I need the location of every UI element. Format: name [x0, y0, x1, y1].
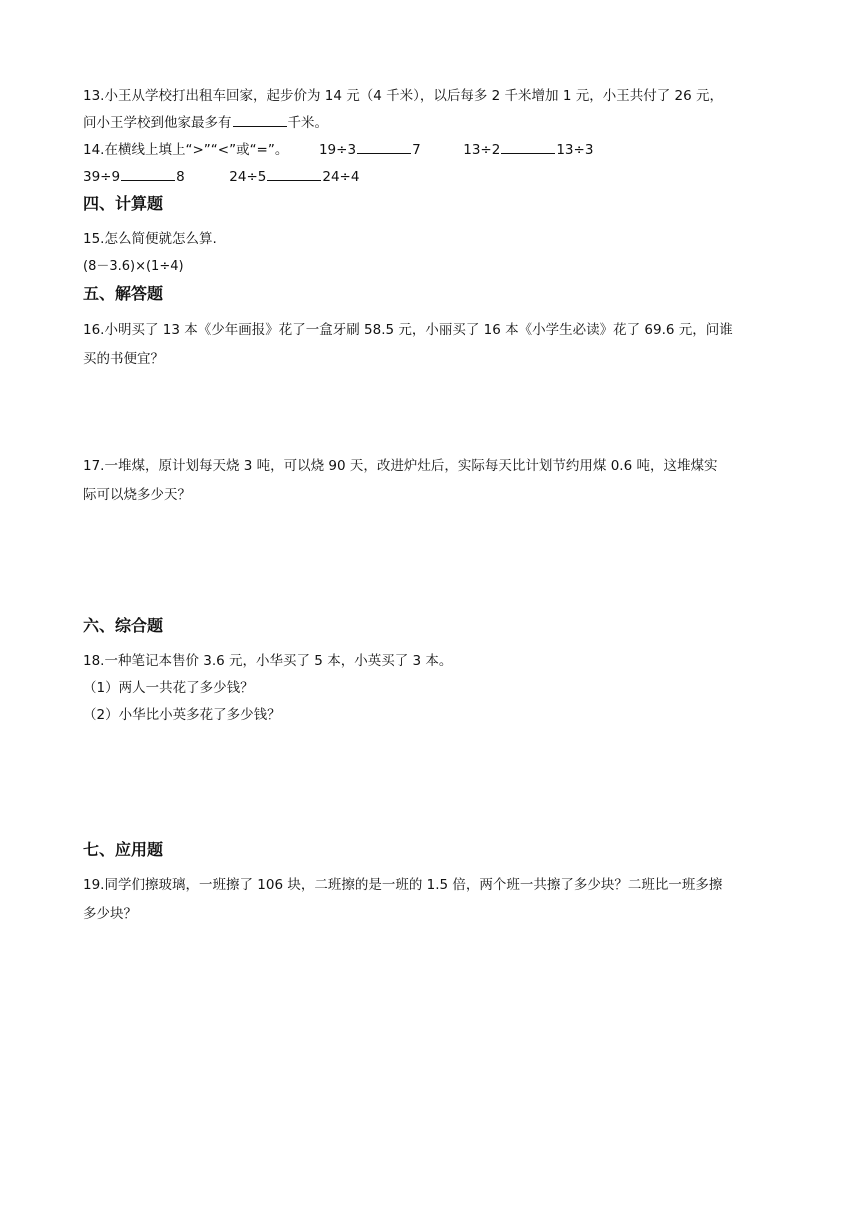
question-16-line-1: 16.小明买了 13 本《少年画报》花了一盒牙刷 58.5 元，小丽买了 16 本《小学生必读》花了 69.6 元，问谁	[83, 322, 733, 338]
question-13-line-2	[83, 113, 328, 133]
question-19-line-1: 19.同学们擦玻璃，一班擦了 106 块，二班擦的是一班的 1.5 倍，两个班一共擦了多少块？二班比一班多擦	[83, 877, 723, 893]
section-heading: 七、应用题	[83, 840, 164, 859]
question-15: 15.怎么简便就怎么算.	[83, 231, 217, 247]
question-14-line-2	[83, 167, 359, 187]
section-heading: 四、计算题	[83, 194, 164, 213]
question-18: 18.一种笔记本售价 3.6 元，小华买了 5 本，小英买了 3 本。	[83, 653, 453, 669]
question-13-line-1: 13.小王从学校打出租车回家，起步价为 14 元（4 千米），以后每多 2 千米增加 1 元，小王共付了 26 元，	[83, 88, 723, 104]
compare-right: 13÷3	[556, 142, 594, 158]
question-18-part-1: （1）两人一共花了多少钱？	[83, 680, 254, 696]
compare-blank[interactable]	[501, 140, 555, 154]
answer-blank[interactable]	[233, 113, 287, 127]
question-13-suffix: 千米。	[287, 115, 328, 131]
section-heading: 六、综合题	[83, 616, 164, 635]
compare-blank[interactable]	[121, 167, 175, 181]
compare-right: 7	[412, 142, 421, 158]
question-18-part-2: （2）小华比小英多花了多少钱？	[83, 707, 281, 723]
question-14-intro: 14.在横线上填上“>”“<”或“=”。	[83, 142, 289, 158]
question-17-line-2: 际可以烧多少天？	[83, 487, 191, 503]
compare-blank[interactable]	[357, 140, 411, 154]
question-13-prefix: 问小王学校到他家最多有	[83, 115, 232, 131]
question-19-line-2: 多少块？	[83, 906, 137, 922]
compare-right: 24÷4	[322, 169, 360, 185]
compare-right: 8	[176, 169, 185, 185]
compare-blank[interactable]	[267, 167, 321, 181]
compare-left: 24÷5	[229, 169, 267, 185]
compare-left: 39÷9	[83, 169, 121, 185]
section-heading: 五、解答题	[83, 284, 164, 303]
compare-left: 19÷3	[318, 142, 357, 158]
compare-left: 13÷2	[463, 142, 501, 158]
question-16-line-2: 买的书便宜？	[83, 351, 164, 367]
question-14-line-1	[83, 140, 593, 160]
question-17-line-1: 17.一堆煤，原计划每天烧 3 吨，可以烧 90 天，改进炉灶后，实际每天比计划节约用煤 0.6 吨，这堆煤实	[83, 458, 718, 474]
question-15-expression: (8－3.6)×(1÷4)	[83, 259, 184, 274]
